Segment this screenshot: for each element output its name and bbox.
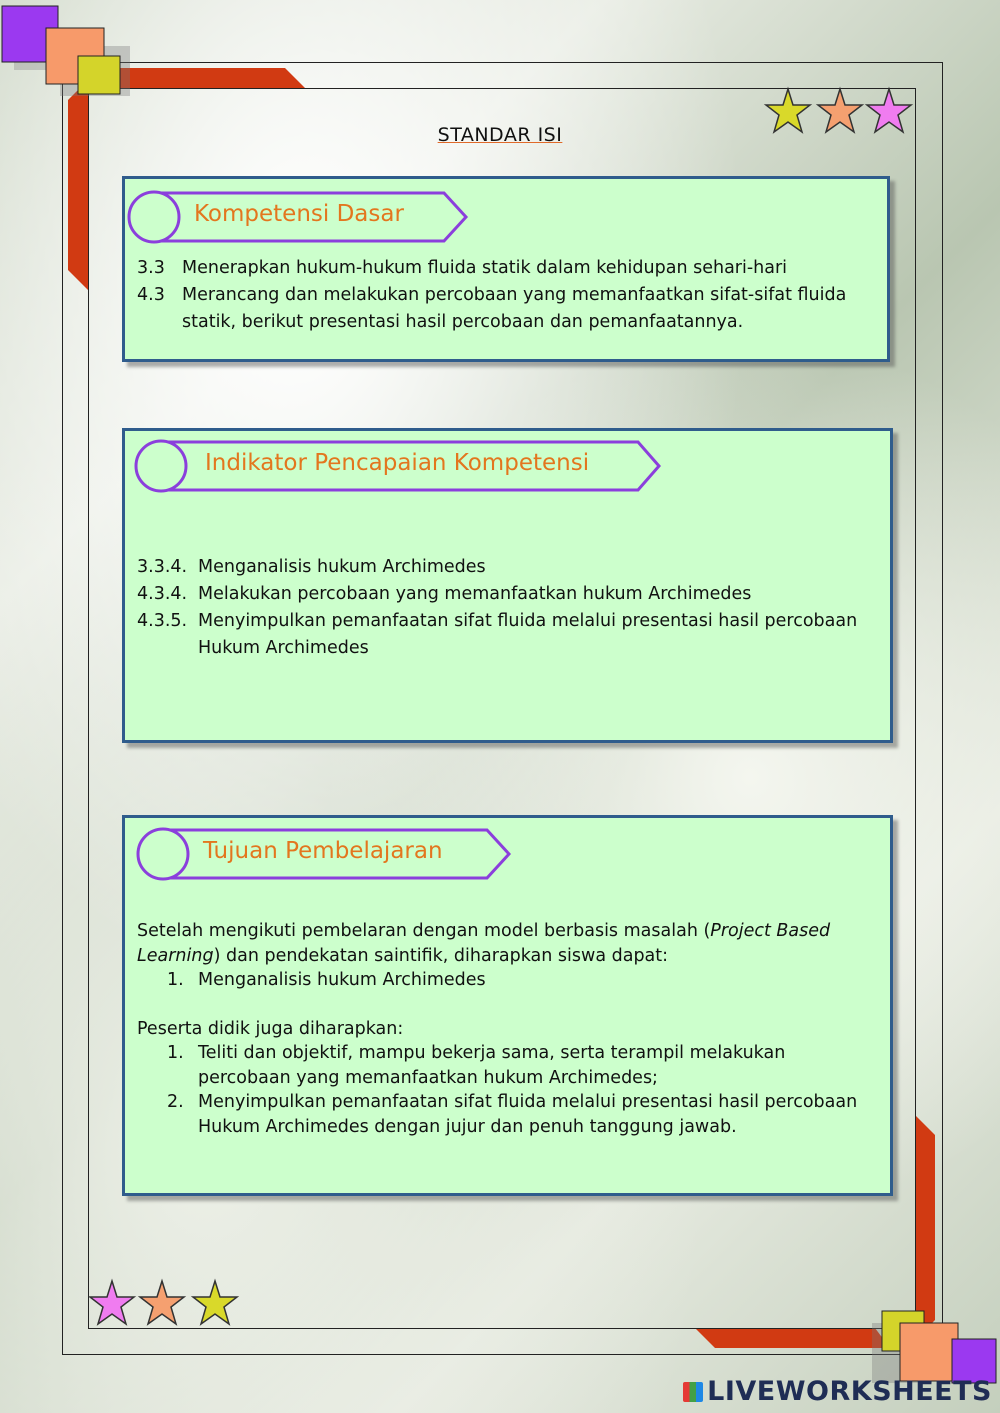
watermark-logo — [683, 1376, 992, 1407]
item-text: Merancang dan melakukan percobaan yang memanfaatkan sifat-sifat fluida statik, berikut presentasi hasil percobaan dan pemanfaatannya. — [182, 285, 847, 332]
liveworksheets-logo-icon — [683, 1382, 703, 1402]
item-number: 1. — [167, 1043, 184, 1063]
list-item — [137, 282, 857, 336]
square-cluster-icon — [0, 0, 140, 100]
item-number: 4.3.4. — [137, 584, 188, 604]
item-number: 1. — [167, 970, 184, 990]
item-text: Teliti dan objektif, mampu bekerja sama, serta terampil melakukan percobaan yang memanfaatkan hukum Archimedes; — [198, 1043, 786, 1088]
watermark-text: LIVEWORKSHEETS — [707, 1376, 992, 1407]
tujuan-heading: Tujuan Pembelajaran — [203, 838, 443, 864]
tujuan-intro: Setelah mengikuti pembelaran dengan model berbasis masalah (Project Based Learning) dan pendekatan saintifik, diharapkan siswa dapat: — [137, 921, 831, 966]
indikator-heading: Indikator Pencapaian Kompetensi — [205, 450, 590, 476]
tujuan-body — [137, 919, 862, 1139]
page-title: STANDAR ISI — [437, 124, 563, 146]
list-item — [137, 255, 857, 282]
item-text: Menyimpulkan pemanfaatan sifat fluida melalui presentasi hasil percobaan Hukum Archimedes dengan jujur dan penuh tanggung jawab. — [198, 1092, 858, 1137]
kompetensi-dasar-banner — [126, 190, 471, 250]
item-number: 3.3.4. — [137, 557, 188, 577]
indikator-banner — [133, 439, 663, 499]
list-item — [137, 554, 862, 581]
square-cluster-icon — [870, 1305, 1000, 1385]
item-text: Menyimpulkan pemanfaatan sifat fluida melalui presentasi hasil percobaan Hukum Archimedes — [198, 611, 858, 658]
star-icon — [140, 1281, 184, 1324]
item-number: 4.3.5. — [137, 611, 188, 631]
star-group-bottom — [86, 1278, 246, 1330]
kompetensi-dasar-heading: Kompetensi Dasar — [194, 201, 404, 227]
list-item — [137, 581, 862, 608]
list-item — [137, 1041, 862, 1090]
item-number: 3.3 — [137, 258, 165, 278]
kd-list — [137, 255, 857, 336]
list-item — [137, 968, 862, 993]
star-icon — [193, 1281, 237, 1324]
tujuan-banner — [135, 827, 515, 887]
item-number: 2. — [167, 1092, 184, 1112]
item-text: Menerapkan hukum-hukum fluida statik dalam kehidupan sehari-hari — [182, 258, 788, 278]
list-item — [137, 608, 862, 662]
star-icon — [90, 1281, 134, 1324]
tujuan-intro-2: Peserta didik juga diharapkan: — [137, 1018, 404, 1039]
list-item — [137, 1090, 862, 1139]
item-number: 4.3 — [137, 285, 165, 305]
item-text: Melakukan percobaan yang memanfaatkan hukum Archimedes — [198, 584, 752, 604]
item-text: Menganalisis hukum Archimedes — [198, 557, 486, 577]
item-text: Menganalisis hukum Archimedes — [198, 970, 486, 990]
pbl-term: Project Based Learning — [137, 921, 831, 966]
ipk-list — [137, 554, 862, 662]
